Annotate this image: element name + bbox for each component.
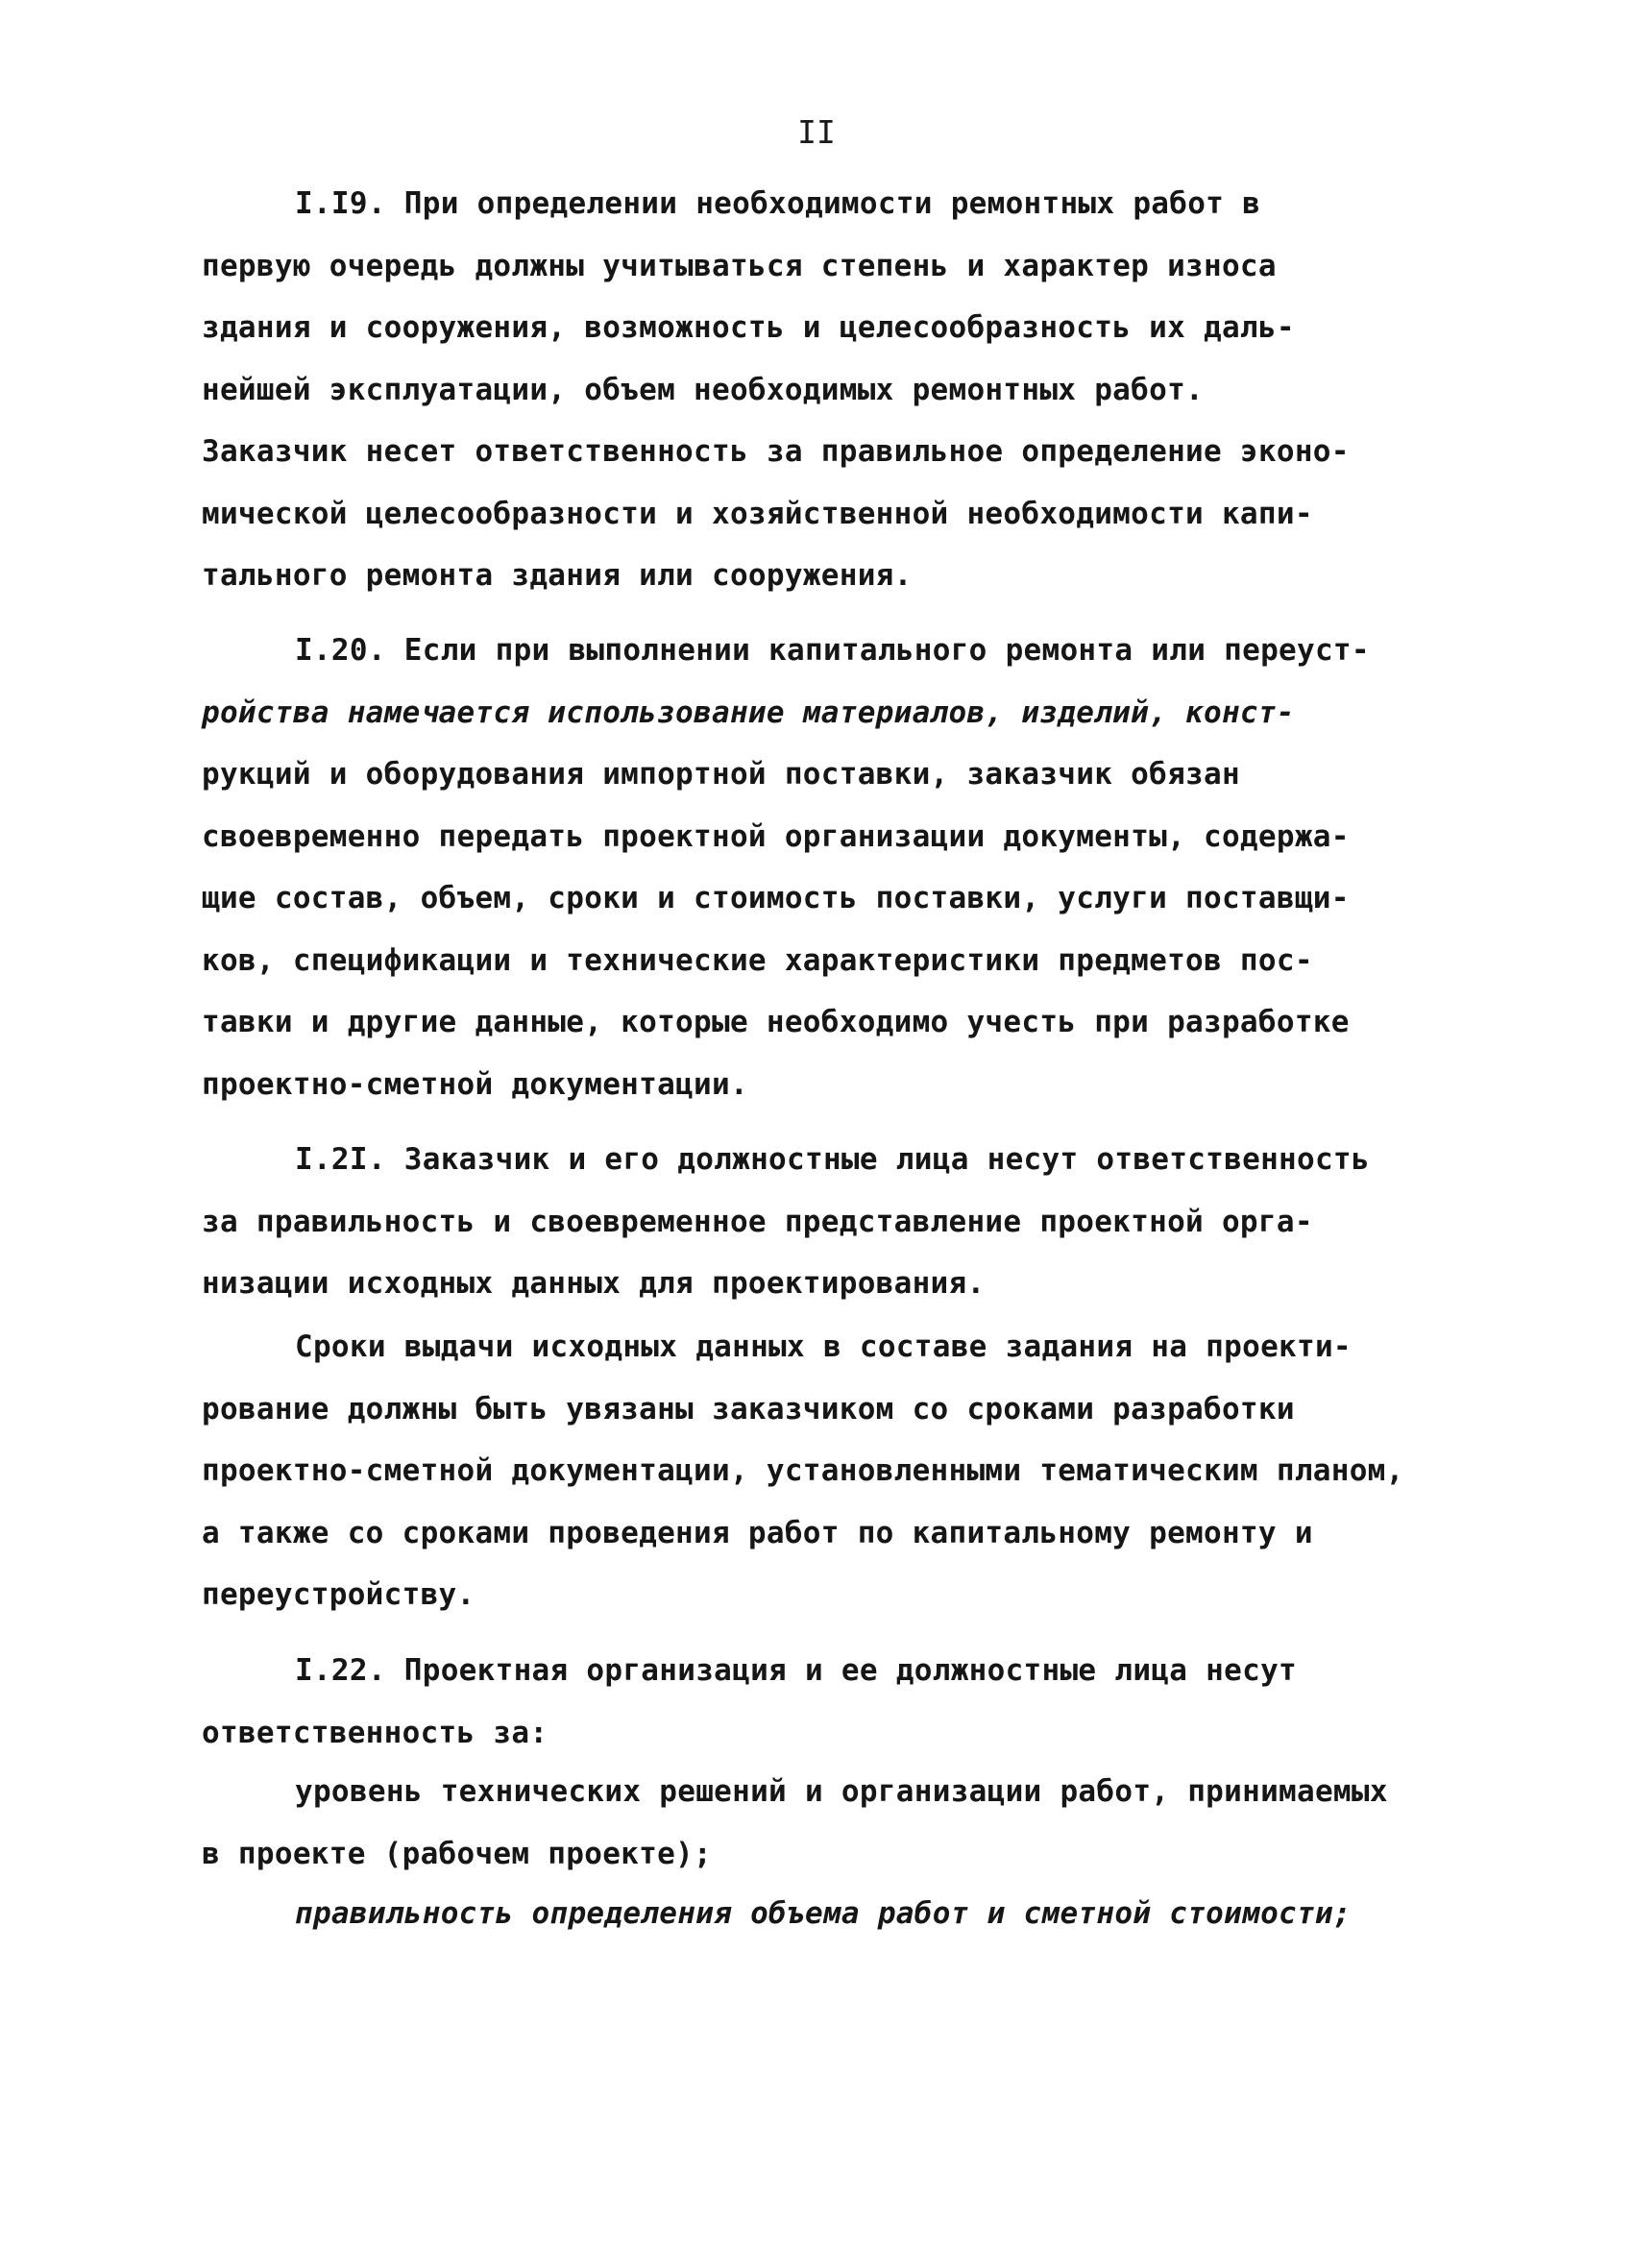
text-line: мической целесообразности и хозяйственной необходимости капи-	[202, 496, 1313, 531]
text-line: проектно-сметной документации.	[202, 1066, 748, 1102]
text-line: Сроки выдачи исходных данных в составе задания на проекти-	[295, 1329, 1352, 1364]
text-line: проектно-сметной документации, установленными тематическим планом,	[202, 1453, 1404, 1488]
text-line: за правильность и своевременное представление проектной орга-	[202, 1204, 1313, 1239]
text-line: I.22. Проектная организация и ее должностные лица несут	[295, 1653, 1297, 1688]
text-line: своевременно передать проектной организации документы, содержа-	[202, 818, 1350, 854]
text-line: правильность определения объема работ и сметной стоимости;	[295, 1896, 1352, 1931]
paragraph-1-20	[202, 620, 1450, 1115]
text-line: ответственность за:	[202, 1715, 548, 1750]
text-line: щие состав, объем, сроки и стоимость поставки, услуги поставщи-	[202, 881, 1350, 915]
text-line: первую очередь должны учитываться степень и характер износа	[202, 248, 1277, 283]
paragraph-1-22-item-technical	[202, 1761, 1450, 1885]
text-line: в проекте (рабочем проекте);	[202, 1836, 712, 1871]
text-line: I.I9. При определении необходимости ремонтных работ в	[295, 186, 1261, 221]
text-line: а также со сроками проведения работ по капитальному ремонту и	[202, 1515, 1313, 1550]
text-line: нейшей эксплуатации, объем необходимых ремонтных работ.	[202, 372, 1204, 407]
paragraph-1-22-item-estimate	[202, 1883, 1450, 1945]
text-line: I.2I. Заказчик и его должностные лица несут ответственность	[295, 1142, 1370, 1177]
text-line: низации исходных данных для проектирования.	[202, 1266, 986, 1301]
text-line: рование должны быть увязаны заказчиком со сроками разработки	[202, 1391, 1295, 1427]
text-line: переустройству.	[202, 1577, 475, 1612]
text-line: уровень технических решений и организации работ, принимаемых	[295, 1774, 1388, 1809]
text-line: рукций и оборудования импортной поставки, заказчик обязан	[202, 757, 1240, 792]
text-line: тального ремонта здания или сооружения.	[202, 558, 913, 593]
paragraph-1-22	[202, 1640, 1450, 1764]
page-number: II	[797, 113, 836, 151]
text-line: ройства намечается использование материалов, изделий, конст-	[202, 695, 1295, 730]
text-line: тавки и другие данные, которые необходимо учесть при разработке	[202, 1005, 1350, 1039]
text-line: ков, спецификации и технические характеристики предметов пос-	[202, 942, 1313, 978]
text-line: здания и сооружения, возможность и целесообразность их даль-	[202, 310, 1295, 345]
text-line: Заказчик несет ответственность за правильное определение эконо-	[202, 434, 1350, 469]
paragraph-1-21	[202, 1129, 1450, 1315]
text-line: I.20. Если при выполнении капитального ремонта или переуст-	[295, 633, 1370, 668]
paragraph-1-19	[202, 173, 1450, 607]
paragraph-1-21-deadlines	[202, 1316, 1450, 1626]
